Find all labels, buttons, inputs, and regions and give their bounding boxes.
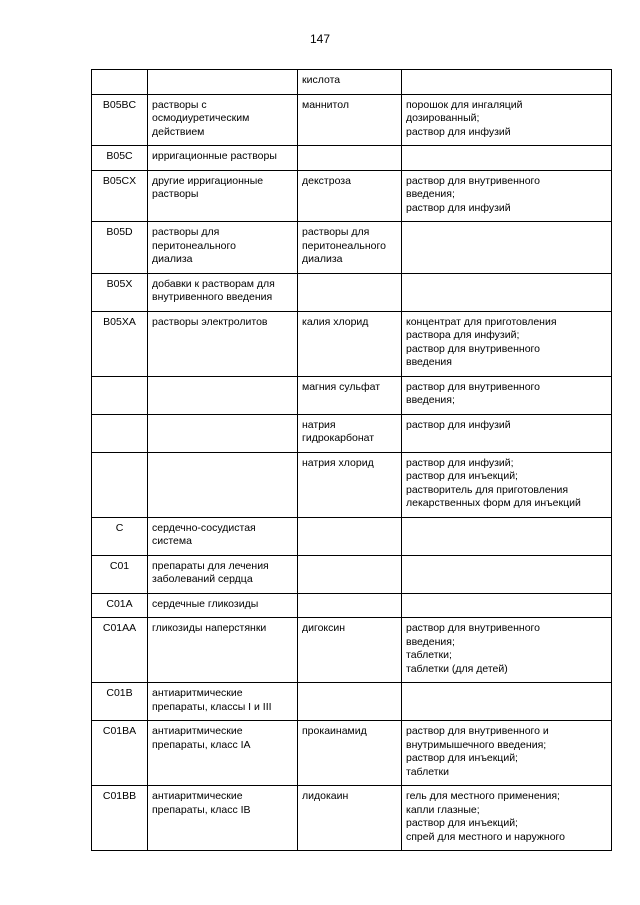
drug-name-cell (298, 146, 402, 171)
drug-classification-table (91, 69, 612, 851)
dosage-forms-cell (402, 683, 612, 721)
group-name-cell: растворы электролитов (148, 311, 298, 376)
table-row (92, 452, 612, 517)
table-row (92, 786, 612, 851)
dosage-forms-cell: раствор для внутривенного введения; таблетки; таблетки (для детей) (402, 618, 612, 683)
group-name-cell: растворы с осмодиуретическим действием (148, 94, 298, 146)
group-name-cell: препараты для лечения заболеваний сердца (148, 555, 298, 593)
group-name-cell: сердечные гликозиды (148, 593, 298, 618)
table-row (92, 146, 612, 171)
table-body (92, 70, 612, 851)
dosage-forms-cell (402, 146, 612, 171)
dosage-forms-cell (402, 517, 612, 555)
group-name-cell: другие ирригационные растворы (148, 170, 298, 222)
drug-name-cell (298, 683, 402, 721)
table-row (92, 721, 612, 786)
group-name-cell: растворы для перитонеального диализа (148, 222, 298, 274)
drug-name-cell (298, 555, 402, 593)
drug-name-cell: декстроза (298, 170, 402, 222)
page-number: 147 (309, 32, 331, 46)
table-row (92, 517, 612, 555)
group-name-cell (148, 414, 298, 452)
atc-code-cell: B05X (92, 273, 148, 311)
table-row (92, 311, 612, 376)
table-row (92, 414, 612, 452)
group-name-cell: антиаритмические препараты, класс IA (148, 721, 298, 786)
table-row (92, 273, 612, 311)
table-row (92, 376, 612, 414)
group-name-cell (148, 452, 298, 517)
drug-name-cell (298, 593, 402, 618)
dosage-forms-cell: гель для местного применения; капли глазные; раствор для инъекций; спрей для местного и наружного (402, 786, 612, 851)
drug-name-cell: маннитол (298, 94, 402, 146)
drug-name-cell: кислота (298, 70, 402, 95)
drug-name-cell (298, 517, 402, 555)
dosage-forms-cell: раствор для инфузий (402, 414, 612, 452)
drug-name-cell: калия хлорид (298, 311, 402, 376)
group-name-cell: добавки к растворам для внутривенного введения (148, 273, 298, 311)
dosage-forms-cell: раствор для внутривенного введения; раствор для инфузий (402, 170, 612, 222)
group-name-cell (148, 376, 298, 414)
atc-code-cell (92, 376, 148, 414)
group-name-cell: сердечно-сосудистая система (148, 517, 298, 555)
drug-name-cell: прокаинамид (298, 721, 402, 786)
drug-name-cell: натрия гидрокарбонат (298, 414, 402, 452)
atc-code-cell: B05D (92, 222, 148, 274)
drug-name-cell: магния сульфат (298, 376, 402, 414)
drug-name-cell: натрия хлорид (298, 452, 402, 517)
dosage-forms-cell (402, 555, 612, 593)
dosage-forms-cell: раствор для внутривенного введения; (402, 376, 612, 414)
atc-code-cell: C01AA (92, 618, 148, 683)
group-name-cell: антиаритмические препараты, классы I и III (148, 683, 298, 721)
table-row (92, 683, 612, 721)
atc-code-cell: C (92, 517, 148, 555)
dosage-forms-cell: концентрат для приготовления раствора для инфузий; раствор для внутривенного введения (402, 311, 612, 376)
table-row (92, 222, 612, 274)
dosage-forms-cell (402, 222, 612, 274)
dosage-forms-cell: раствор для инфузий; раствор для инъекций; растворитель для приготовления лекарственных форм для инъекций (402, 452, 612, 517)
dosage-forms-cell: раствор для внутривенного и внутримышечного введения; раствор для инъекций; таблетки (402, 721, 612, 786)
drug-name-cell (298, 273, 402, 311)
dosage-forms-cell (402, 593, 612, 618)
atc-code-cell (92, 414, 148, 452)
atc-code-cell: C01BB (92, 786, 148, 851)
table-row (92, 94, 612, 146)
table-row (92, 70, 612, 95)
group-name-cell (148, 70, 298, 95)
table-row (92, 618, 612, 683)
group-name-cell: антиаритмические препараты, класс IB (148, 786, 298, 851)
drug-name-cell: лидокаин (298, 786, 402, 851)
atc-code-cell: B05BC (92, 94, 148, 146)
atc-code-cell: B05XA (92, 311, 148, 376)
dosage-forms-cell (402, 70, 612, 95)
dosage-forms-cell (402, 273, 612, 311)
atc-code-cell: B05C (92, 146, 148, 171)
table-row (92, 555, 612, 593)
atc-code-cell (92, 452, 148, 517)
group-name-cell: гликозиды наперстянки (148, 618, 298, 683)
atc-code-cell: C01B (92, 683, 148, 721)
table-row (92, 593, 612, 618)
atc-code-cell: B05CX (92, 170, 148, 222)
drug-name-cell: растворы для перитонеального диализа (298, 222, 402, 274)
group-name-cell: ирригационные растворы (148, 146, 298, 171)
atc-code-cell: C01A (92, 593, 148, 618)
dosage-forms-cell: порошок для ингаляций дозированный; раствор для инфузий (402, 94, 612, 146)
atc-code-cell (92, 70, 148, 95)
drug-name-cell: дигоксин (298, 618, 402, 683)
table-row (92, 170, 612, 222)
atc-code-cell: C01BA (92, 721, 148, 786)
atc-code-cell: C01 (92, 555, 148, 593)
